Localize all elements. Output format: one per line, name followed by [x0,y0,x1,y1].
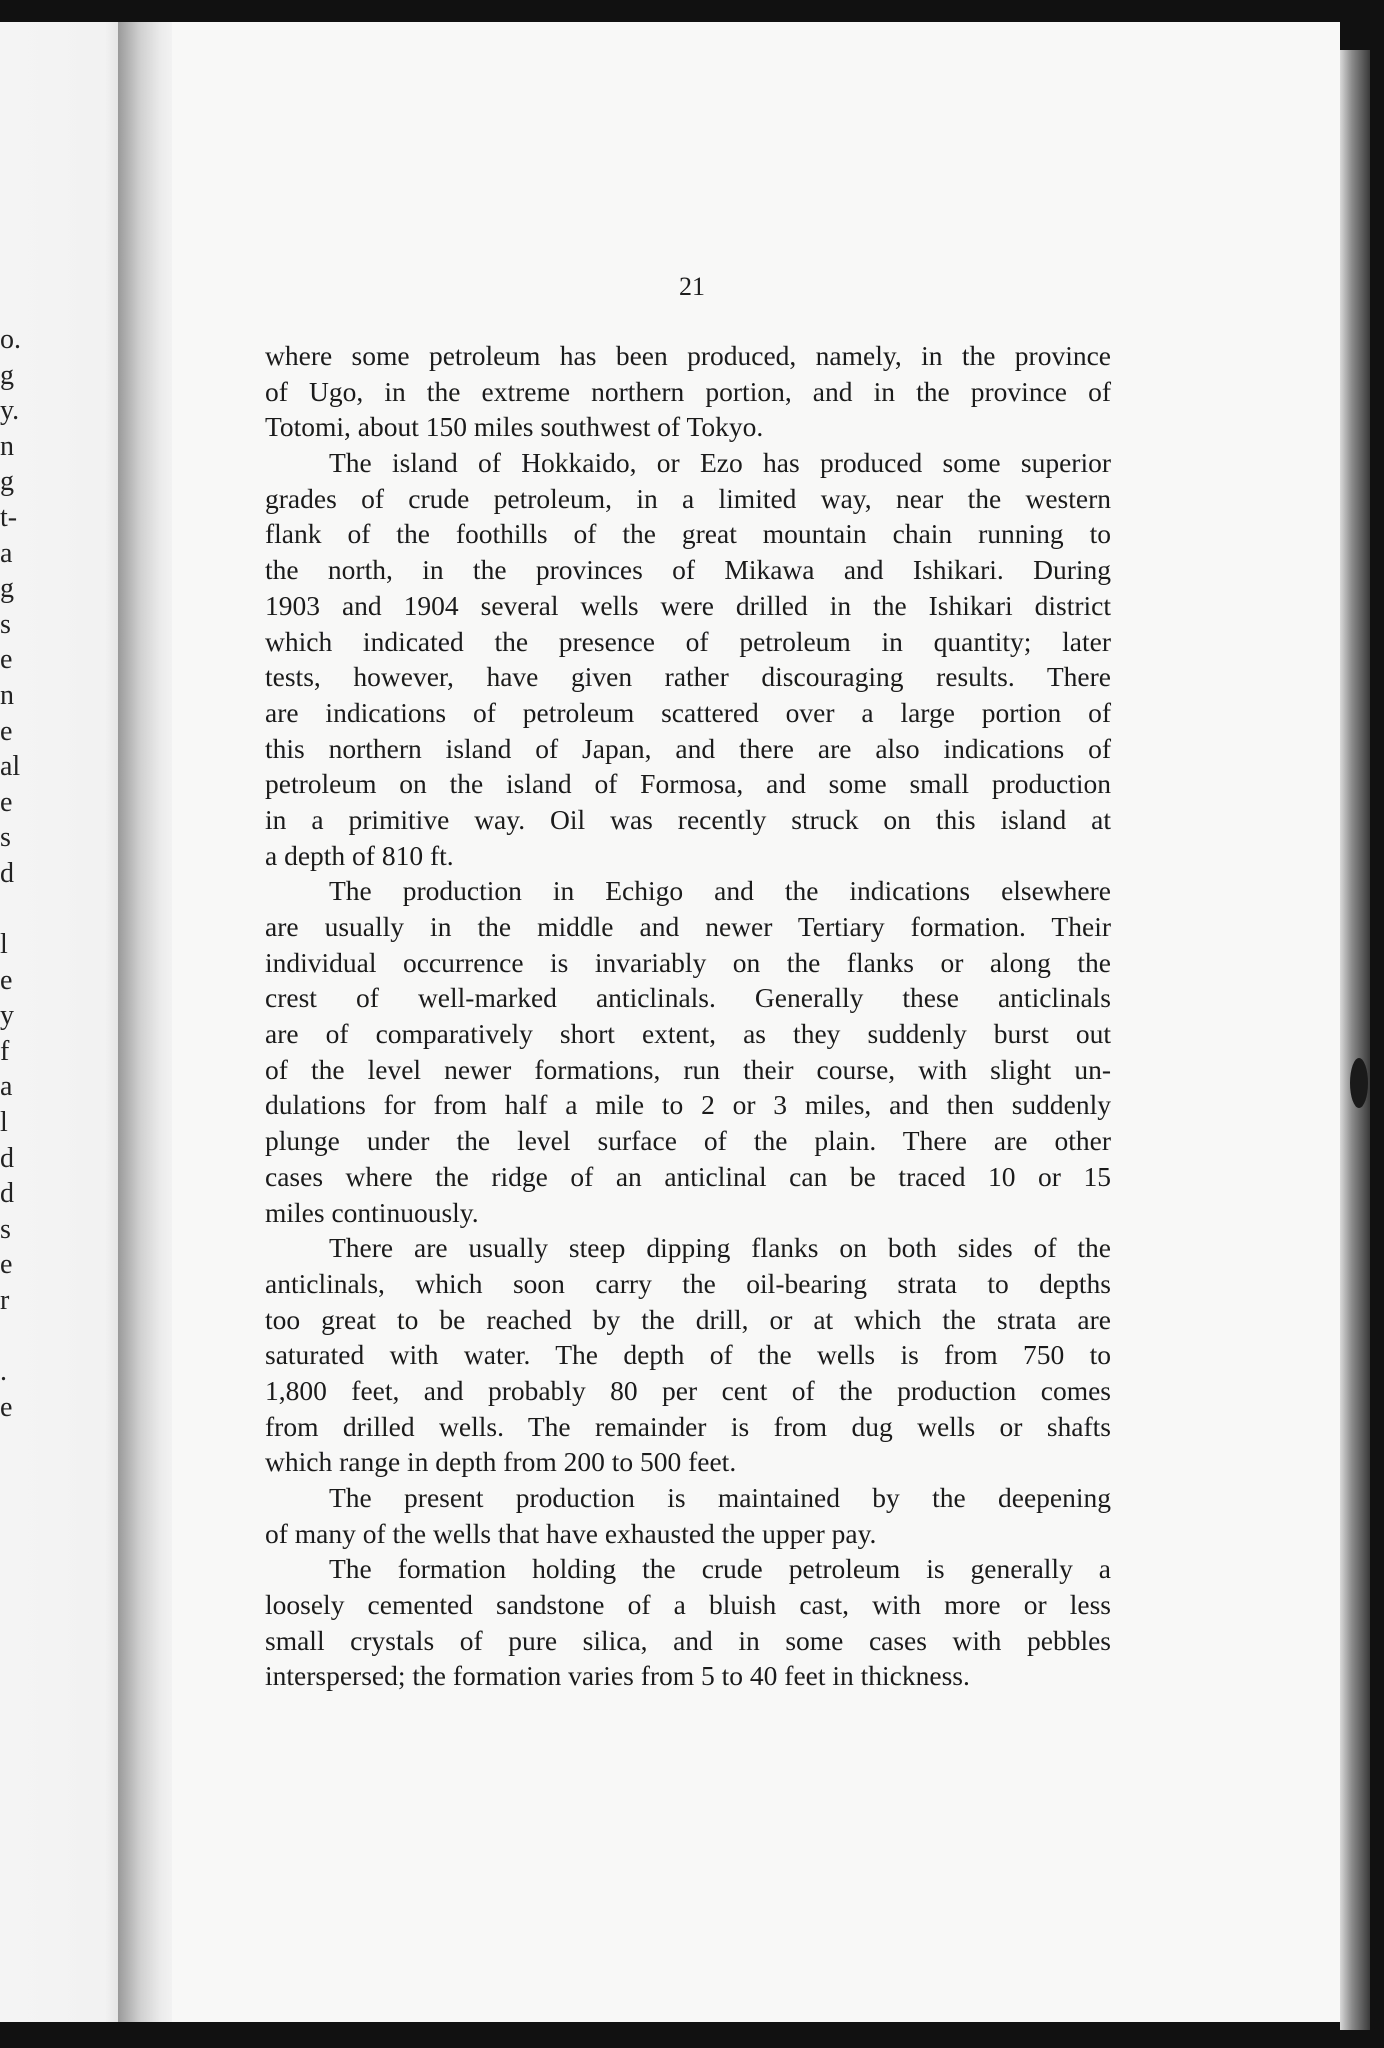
text-line: where some petroleum has been produced, namely, in the province [265,340,1111,371]
left-page-fragment: y [0,1000,14,1032]
left-page-fragment: n [0,430,14,462]
left-page-fragment: y. [0,395,20,427]
text-line: grades of crude petroleum, in a limited way, near the western [265,482,1111,514]
paragraph [265,873,1111,1230]
body-text [265,338,1111,1694]
text-line: a depth of 810 ft. [265,839,454,871]
left-page-fragment: e [0,715,13,747]
text-line: cases where the ridge of an anticlinal can be traced 10 or 15 [265,1160,1111,1192]
text-line: loosely cemented sandstone of a bluish cast, with more or less [265,1589,1111,1621]
book-gutter [118,22,180,2022]
left-page-fragment: e [0,1391,13,1423]
left-page-fragment: s [0,1213,11,1245]
edge-blot [1350,1058,1368,1108]
text-line: dulations for from half a mile to 2 or 3 miles, and then suddenly [265,1089,1111,1121]
left-page-fragment: a [0,537,13,569]
text-line: are usually in the middle and newer Tertiary formation. Their [265,911,1111,942]
left-page-fragment: d [0,857,14,889]
left-page-fragment: al [0,751,21,783]
text-line: of Ugo, in the extreme northern portion, and in the province of [265,375,1111,407]
left-page-fragment: g [0,573,14,605]
left-page-fragment: d [0,1178,14,1210]
left-page-fragment: s [0,822,11,854]
left-page-fragment: . [0,1356,7,1388]
text-line: too great to be reached by the drill, or at which the strata are [265,1303,1111,1335]
text-line: this northern island of Japan, and there are also indications of [265,732,1111,764]
left-page-fragment: g [0,466,14,498]
text-line: miles continuously. [265,1196,479,1228]
text-line: The formation holding the crude petroleum is generally a [329,1553,1111,1585]
text-line: in a primitive way. Oil was recently struck on this island at [265,803,1111,835]
text-line: petroleum on the island of Formosa, and some small production [265,768,1111,800]
left-page-fragment: e [0,1249,13,1281]
text-line: 1903 and 1904 several wells were drilled in the Ishikari district [265,589,1111,621]
left-page-fragment: n [0,679,14,711]
left-page-fragment: o. [0,324,21,355]
text-line: There are usually steep dipping flanks on both sides of the [329,1232,1111,1264]
text-line: which range in depth from 200 to 500 feet. [265,1446,737,1478]
text-line: The production in Echigo and the indications elsewhere [329,875,1111,907]
left-page-fragment: e [0,786,13,818]
text-line: individual occurrence is invariably on the flanks or along the [265,946,1111,978]
left-page-fragment: t- [0,501,18,533]
paragraph [265,1480,1111,1551]
text-line: anticlinals, which soon carry the oil-bearing strata to depths [265,1267,1111,1299]
text-line: of the level newer formations, run their course, with slight un- [265,1053,1111,1085]
left-page-fragment: e [0,644,13,676]
left-page-fragment: l [0,1107,8,1139]
text-line: plunge under the level surface of the plain. There are other [265,1125,1111,1157]
text-line: are of comparatively short extent, as they suddenly burst out [265,1018,1111,1050]
text-line: saturated with water. The depth of the wells is from 750 to [265,1339,1111,1371]
text-line: interspersed; the formation varies from 5 to 40 feet in thickness. [265,1660,970,1692]
text-line: small crystals of pure silica, and in some cases with pebbles [265,1624,1111,1656]
text-line: the north, in the provinces of Mikawa and Ishikari. During [265,554,1111,586]
text-line: are indications of petroleum scattered over a large portion of [265,696,1111,728]
text-line: crest of well-marked anticlinals. Generally these anticlinals [265,982,1111,1014]
left-page-fragment: f [0,1035,10,1067]
page-edge-shadow [1340,50,1370,2030]
paragraph [265,1551,1111,1694]
text-line: from drilled wells. The remainder is from dug wells or shafts [265,1410,1111,1442]
text-line: 1,800 feet, and probably 80 per cent of the production comes [265,1374,1111,1406]
paragraph [265,338,1111,445]
left-page-fragment [0,892,20,928]
text-line: Totomi, about 150 miles southwest of Tokyo. [265,411,764,443]
left-page-fragment: g [0,359,14,391]
paragraph [265,1230,1111,1480]
text-line: flank of the foothills of the great mountain chain running to [265,518,1111,550]
text-line: tests, however, have given rather discouraging results. There [265,661,1111,693]
left-page-fragment: r [0,1285,10,1317]
text-line: The present production is maintained by the deepening [329,1482,1111,1513]
page-number: 21 [679,272,705,301]
left-page-fragment: e [0,964,13,996]
text-line: which indicated the presence of petroleum in quantity; later [265,625,1111,657]
paragraph [265,445,1111,873]
left-page-fragment [0,1319,20,1355]
text-line: of many of the wells that have exhausted the upper pay. [265,1517,877,1549]
left-page-fragment: s [0,608,11,640]
left-page-fragments [0,322,20,1425]
text-line: The island of Hokkaido, or Ezo has produced some superior [329,447,1111,479]
left-page-fragment: d [0,1142,14,1174]
left-page-fragment: l [0,929,8,961]
left-page-fragment: a [0,1071,13,1103]
